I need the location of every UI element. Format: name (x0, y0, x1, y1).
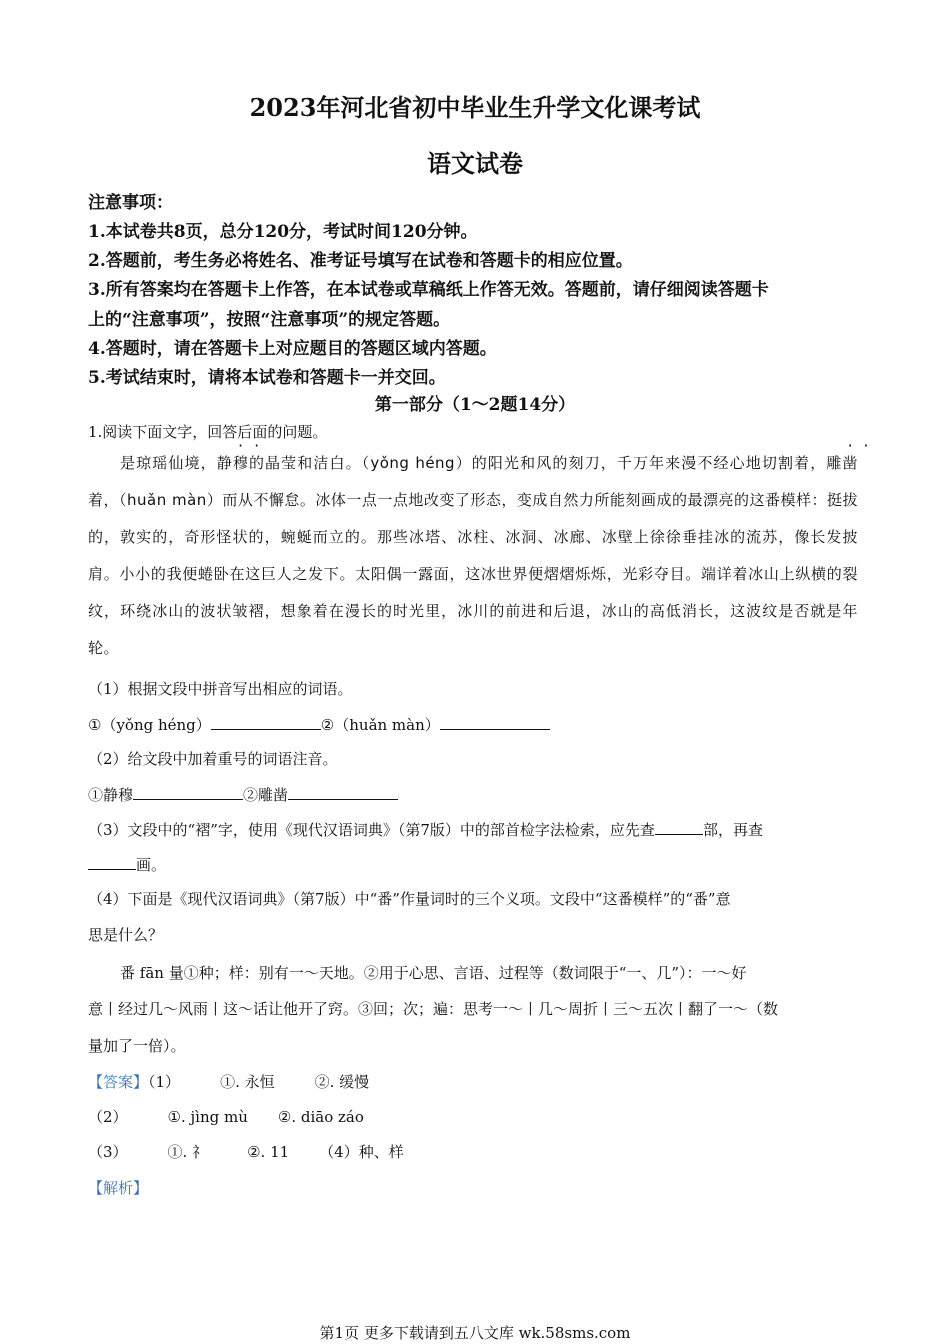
notice-item: 2.答题前，考生务必将姓名、准考证号填写在试卷和答题卡的相应位置。 (88, 251, 633, 271)
answer-text: （4）种、样 (319, 1143, 404, 1161)
notice-heading: 注意事项： (88, 193, 173, 213)
sub-question-1-blanks (88, 711, 868, 738)
sub-question-2: （2）给文段中加着重号的词语注音。 (88, 750, 338, 768)
sub-question-2-blanks (88, 781, 868, 808)
notice-item: 5.考试结束时，请将本试卷和答题卡一并交回。 (88, 368, 446, 388)
answer-text: （1） (148, 1073, 181, 1091)
emphasis-char: 穆 (232, 454, 249, 472)
answer-blank[interactable] (88, 851, 136, 870)
notice-item: 3.所有答案均在答题卡上作答，在本试卷或草稿纸上作答无效。答题前，请仔细阅读答题卡 (88, 280, 769, 300)
sub-question-1: （1）根据文段中拼音写出相应的词语。 (88, 680, 353, 698)
answer-row-1 (88, 1069, 868, 1095)
dictionary-entry: 意丨经过几～风雨丨这～话让他开了窍。③回；次；遍：思考一～丨几～周折丨三～五次丨翻了一～（数 (88, 1000, 779, 1018)
notice-item: 上的“注意事项”，按照“注意事项”的规定答题。 (88, 310, 451, 330)
answer-blank[interactable] (440, 711, 550, 730)
sub-question-3 (88, 816, 868, 843)
dictionary-entry: 量加了一倍）。 (88, 1037, 186, 1055)
section-heading: 第一部分（1～2题14分） (374, 395, 576, 415)
sub-question-3-cont (88, 851, 868, 878)
answer-text: ①. 礻 (167, 1143, 208, 1161)
answer-text: （3） (88, 1143, 128, 1161)
emphasis-char: 凿 (842, 454, 858, 472)
answer-text: ①. jìng mù (167, 1108, 248, 1126)
blank-label: ①静穆 (88, 786, 134, 804)
dictionary-entry: 番 fān 量①种；样：别有一～天地。②用于心思、言语、过程等（数词限于“一、几”）：一～好 (120, 964, 747, 982)
blank-label: ②雕凿 (243, 786, 289, 804)
answer-blank[interactable] (288, 781, 398, 800)
reading-passage (88, 445, 858, 667)
answer-blank[interactable] (655, 816, 703, 835)
sub-question-text: 部，再查 (702, 821, 763, 839)
sub-question-text: 画。 (136, 856, 167, 874)
notice-item: 4.答题时，请在答题卡上对应题目的答题区域内答题。 (88, 339, 497, 359)
passage-text: 的晶莹和洁白。（yǒng héng）的阳光和风的刻刀，千万年来漫不经心地切割着， (248, 454, 827, 472)
sub-question-text: （3）文段中的“褶”字，使用《现代汉语词典》（第7版）中的部首检字法检索，应先查 (88, 821, 655, 839)
page-subtitle: 语文试卷 (427, 149, 523, 178)
answer-blank[interactable] (133, 781, 243, 800)
answer-text: ①. 永恒 (220, 1073, 275, 1091)
notice-item: 1.本试卷共8页，总分120分，考试时间120分钟。 (88, 222, 478, 242)
answer-label: 【答案】 (88, 1073, 149, 1091)
answer-text: （2） (88, 1108, 128, 1126)
answer-text: ②. 缓慢 (314, 1073, 370, 1091)
passage-paragraph (88, 445, 858, 667)
answer-text: ②. diāo záo (277, 1108, 364, 1126)
page-title: 2023年河北省初中毕业生升学文化课考试 (249, 93, 701, 122)
analysis-label: 【解析】 (88, 1179, 149, 1197)
passage-text: 是琼瑶仙境， (120, 454, 217, 472)
answer-blank[interactable] (211, 711, 321, 730)
answer-row-3 (88, 1139, 868, 1165)
blank-label: ②（huǎn màn） (320, 716, 440, 734)
question-prompt: 1.阅读下面文字，回答后面的问题。 (88, 423, 328, 441)
answer-text: ②. 11 (247, 1143, 290, 1161)
sub-question-4: （4）下面是《现代汉语词典》（第7版）中“番”作量词时的三个义项。文段中“这番模样”的“番”意 (88, 890, 731, 908)
blank-label: ①（yǒng héng） (88, 716, 211, 734)
emphasis-char: 雕 (826, 454, 843, 472)
passage-text: 着，（huǎn màn）而从不懈怠。冰体一点一点地改变了形态，变成自然力所能刻画成的最漂亮的这番模样：挺拔的，敦实的，奇形怪状的，蜿蜒而立的。那些冰塔、冰柱、冰洞、冰廊、冰壁上徐徐垂挂冰的流苏，像长发披肩。小小的我便蜷卧在这巨人之发下。太阳偶一露面，这冰世界便熠熠烁烁，光彩夺目。端详着冰山上纵横的裂纹，环绕冰山的波状皱褶，想象着在漫长的时光里，冰川的前进和后退，冰山的高低消长，这波纹是否就是年轮。 (88, 491, 858, 657)
page-footer: 第1页 更多下载请到五八文库 wk.58sms.com (319, 1324, 631, 1342)
sub-question-4-cont: 思是什么？ (88, 926, 164, 944)
answer-row-2 (88, 1104, 868, 1130)
emphasis-char: 静 (216, 454, 233, 472)
